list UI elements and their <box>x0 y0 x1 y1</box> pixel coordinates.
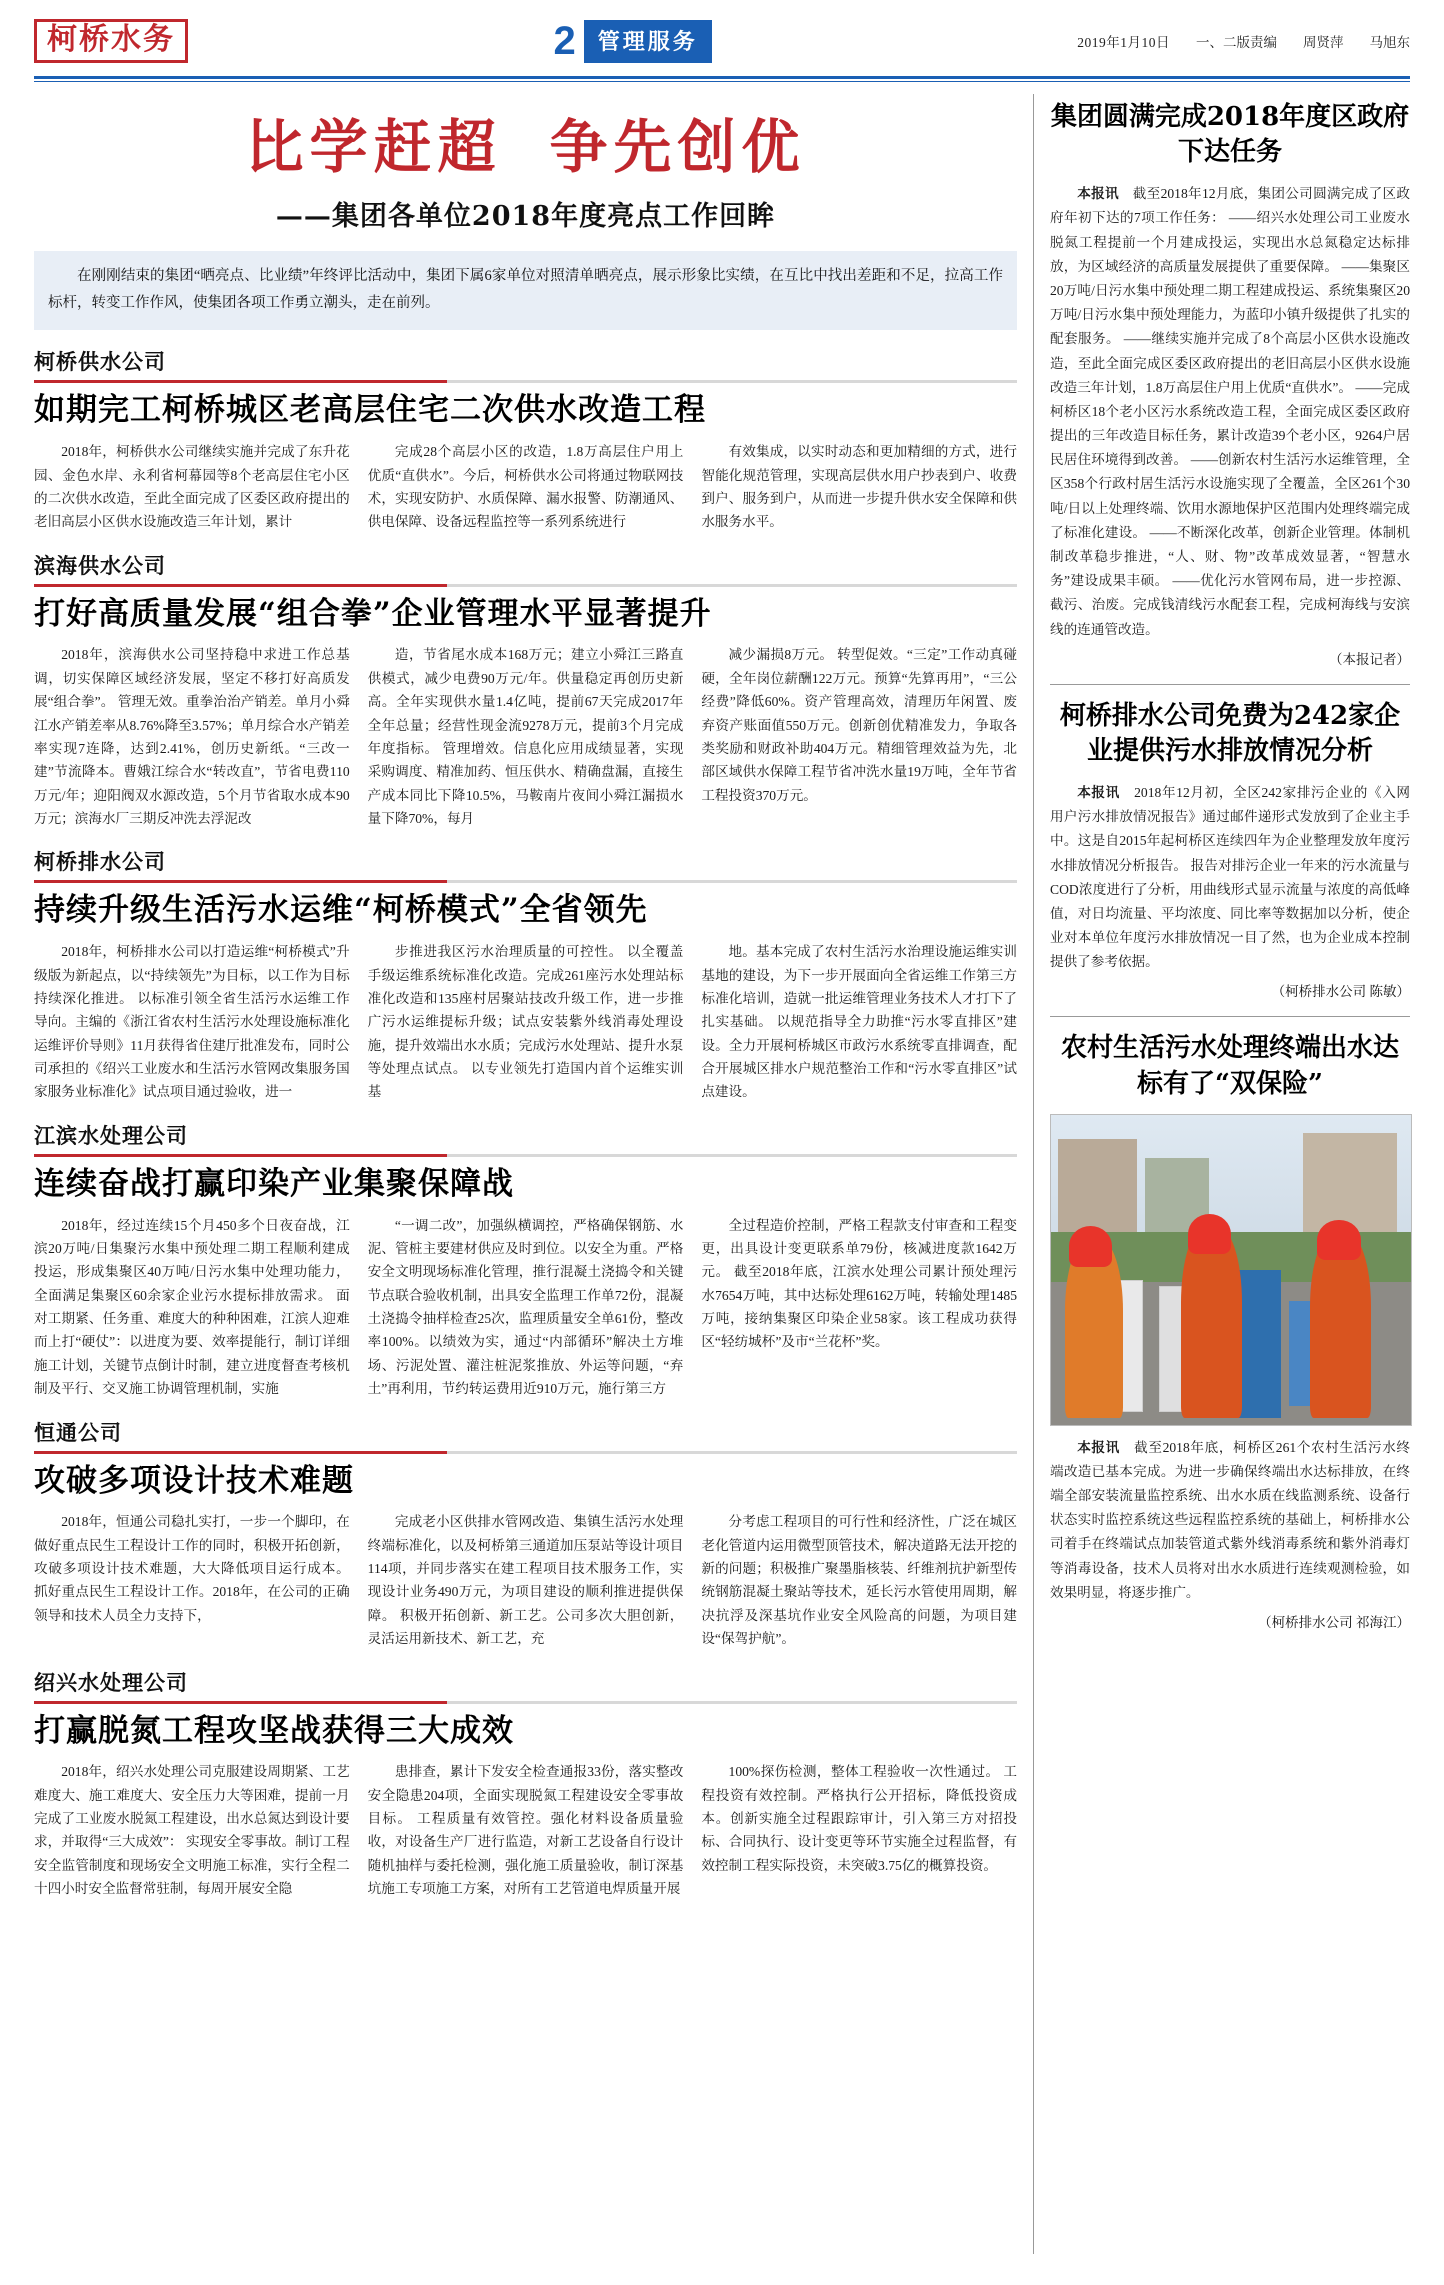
sidebar-article-title: 柯桥排水公司免费为242家企业提供污水排放情况分析 <box>1059 700 1401 766</box>
paragraph: 100%探伤检测，整体工程验收一次性通过。 工程投资有效控制。严格执行公开招标，降低投资成本。创新实施全过程跟踪审计，引入第三方对招投标、合同执行、设计变更等环节实施全过程监督，有效控制工程实际投资，未突破3.75亿的概算投资。 <box>701 1764 1018 1873</box>
sidebar-article-body <box>1050 781 1410 975</box>
paragraph: 2018年，绍兴水处理公司克服建设周期紧、工艺难度大、施工难度大、安全压力大等困难，提前一月完成了工业废水脱氮工程建设，出水总氮达到设计要求，并取得“三大成效”： 实现安全零事故。制订工程安全监管制度和现场安全文明施工标准，实行全程二十四小时安全监督常驻制，每周开展安全隐 <box>34 1764 350 1897</box>
article-source: 本报讯 <box>1077 1439 1120 1455</box>
article-org: 江滨水处理公司 <box>34 1122 188 1148</box>
article-org: 滨海供水公司 <box>34 552 166 578</box>
article-column-1 <box>34 940 350 1104</box>
article-text: 2018年12月初，全区242家排污企业的《入网用户污水排放情况报告》通过邮件递形式发放到了企业主手中。这是自2015年起柯桥区连续四年为企业整理发放年度污水排放情况分析报告。 报告对排污企业一年来的污水流量与COD浓度进行了分析，用曲线形式显示流量与浓度的高低峰值，对日均流量、平均浓度、同比率等数据加以分析，使企业对本单位年度污水排放情况一目了然，也为企业成本控制提供了参考依据。 <box>1050 784 1411 970</box>
paragraph: 完成28个高层小区的改造，1.8万高层住户用上优质“直供水”。今后，柯桥供水公司将通过物联网技术，实现安防护、水质保障、漏水报警、防潮通风、供电保障、设备远程监控等一系列系统进行 <box>367 444 684 530</box>
paragraph: 步推进我区污水治理质量的可控性。 以全覆盖手级运维系统标准化改造。完成261座污水处理站标准化改造和135座村居聚站技改升级工作，进一步推广污水运维提标升级；试点安装紫外线消毒处理设施，提升效端出水水质；完成污水处理站、提升水泵等处理点试点。 以专业领先打造国内首个运维实训基 <box>367 944 684 1100</box>
article-bhgs <box>34 550 1017 831</box>
masthead <box>34 0 1410 72</box>
article-byline: （柯桥排水公司 陈敏） <box>1271 984 1410 1000</box>
org-rule <box>34 1154 1017 1157</box>
article-column-3 <box>701 940 1017 1104</box>
article-htgs <box>34 1417 1017 1651</box>
paragraph: 2018年，柯桥供水公司继续实施并完成了东升花园、金色水岸、永利省柯幕园等8个老高层住宅小区的二次供水改造，至此全面完成了区委区政府提出的老旧高层小区供水设施改造三年计划，累计 <box>34 444 350 530</box>
sidebar-divider <box>1050 1016 1410 1017</box>
sidebar-article-title: 集团圆满完成2018年度区政府下达任务 <box>1050 102 1410 168</box>
article-column-1 <box>34 1510 350 1650</box>
article-column-3 <box>701 643 1017 830</box>
lead-paragraph: 在刚刚结束的集团“晒亮点、比业绩”年终评比活动中，集团下属6家单位对照清单晒亮点，展示形象比实绩，在互比中找出差距和不足，拉高工作标杆，转变工作作风，使集团各项工作勇立潮头，走在前列。 <box>34 251 1017 331</box>
page-number: 2 <box>553 19 576 63</box>
article-column-2 <box>368 440 684 534</box>
article-byline: （本报记者） <box>1329 651 1410 667</box>
article-org: 绍兴水处理公司 <box>34 1669 188 1695</box>
article-body <box>34 440 1017 534</box>
article-org: 柯桥供水公司 <box>34 349 166 375</box>
page-content <box>34 94 1410 2254</box>
headline-part-1: 比学赶超 <box>245 113 502 181</box>
article-title: 打好高质量发展“组合拳”企业管理水平显著提升 <box>34 595 712 632</box>
article-column-3 <box>701 1760 1017 1900</box>
article-column-3 <box>701 1214 1017 1401</box>
paragraph: 全过程造价控制，严格工程款支付审查和工程变更，出具设计变更联系单79份，核减进度款1642万元。 截至2018年底，江滨水处理公司累计预处理污水7654万吨，其中达标处理6162万吨，转输处理1485万吨，接纳集聚区印染企业58家。该工程成功获得区“轻纺城杯”及市“兰花杯”奖。 <box>701 1217 1018 1350</box>
org-rule <box>34 1701 1017 1704</box>
editors-label: 一、二版责编 <box>1196 35 1277 50</box>
org-rule <box>34 1451 1017 1454</box>
article-jbscl <box>34 1120 1017 1401</box>
article-org: 柯桥排水公司 <box>34 849 166 875</box>
sidebar-column <box>1034 94 1410 2254</box>
paragraph: 造，节省尾水成本168万元；建立小舜江三路直供模式，减少电费90万元/年。供量稳定再创历史新高。全年实现供水量1.4亿吨，提前67天完成2017年全年总量；经营性现金流9278万元，提前3个月完成年度指标。 管理增效。信息化应用成绩显著，实现采购调度、精准加药、恒压供水、精确盘漏，直接生产成本同比下降10.5%，马鞍南片夜间小舜江漏损水量下降70%，每月 <box>367 647 684 827</box>
photo-worker <box>1310 1232 1371 1418</box>
masthead-rule-thin <box>34 81 1410 82</box>
article-title: 连续奋战打赢印染产业集聚保障战 <box>34 1165 514 1202</box>
sidebar-article-3 <box>1050 1031 1410 1631</box>
editor-name-2: 马旭东 <box>1369 35 1410 50</box>
news-photo <box>1050 1114 1412 1426</box>
paragraph: 完成老小区供排水管网改造、集镇生活污水处理终端标准化，以及柯桥第三通道加压泵站等设计项目114项，并同步落实在建工程项目技术服务工作，实现设计业务490万元，为项目建设的顺利推进提供保障。 积极开拓创新、新工艺。公司多次大胆创新，灵活运用新技术、新工艺，充 <box>367 1514 684 1647</box>
article-title: 打赢脱氮工程攻坚战获得三大成效 <box>34 1712 514 1749</box>
photo-helmet <box>1069 1226 1112 1266</box>
photo-worker <box>1181 1226 1242 1418</box>
article-column-1 <box>34 440 350 534</box>
paragraph: 2018年，经过连续15个月450多个日夜奋战，江滨20万吨/日集聚污水集中预处理二期工程顺利建成投运，形成集聚区40万吨/日污水集中处理功能力，全面满足集聚区60余家企业污水提标排放需求。 面对工期紧、任务重、难度大的种种困难，江滨人迎难而上打“硬仗”：以进度为要、效率提能行，制订详细施工计划，关键节点倒计时制，建立进度督查考核机制及平行、交叉施工协调管理机制，实施 <box>34 1217 350 1397</box>
article-column-3 <box>701 440 1017 534</box>
paragraph: 有效集成，以实时动态和更加精细的方式，进行智能化规范管理，实现高层供水用户抄表到户、收费到户、服务到户，从而进一步提升供水安全保障和供水服务水平。 <box>701 444 1018 530</box>
article-column-2 <box>368 643 684 830</box>
article-column-2 <box>368 1510 684 1650</box>
issue-date: 2019年1月10日 <box>1077 35 1170 50</box>
article-sxscl <box>34 1667 1017 1901</box>
paragraph: 2018年，柯桥排水公司以打造运维“柯桥模式”升级版为新起点，以“持续领先”为目标，以工作为目标持续深化推进。 以标准引领全省生活污水运维工作导向。主编的《浙江省农村生活污水处理设施标准化运维评价导则》11月获得省住建厅批准发布，同时公司承担的《绍兴工业废水和生活污水管网改集服务国家服务业标准化》试点项目通过验收，进一 <box>34 944 350 1100</box>
article-column-2 <box>368 1760 684 1900</box>
article-text: 截至2018年底，柯桥区261个农村生活污水终端改造已基本完成。为进一步确保终端出水达标排放，在终端全部安装流量监控系统、出水水质在线监测系统、设备行状态实时监控系统这些远程监控系统的基础上，柯桥排水公司着手在终端试点加装管道式紫外线消毒系统和紫外消毒灯等消毒设备，技术人员将对出水水质进行连续观测检验，如效果明显，将逐步推广。 <box>1050 1439 1411 1600</box>
sidebar-article-body <box>1050 182 1410 642</box>
org-rule <box>34 380 1017 383</box>
article-column-1 <box>34 1214 350 1401</box>
article-column-3 <box>701 1510 1017 1650</box>
article-column-2 <box>368 1214 684 1401</box>
sidebar-article-title: 农村生活污水处理终端出水达标有了“双保险” <box>1060 1033 1399 1099</box>
paragraph: 减少漏损8万元。 转型促效。“三定”工作动真碰硬，全年岗位薪酬122万元。预算“先算再用”，“三公经费”降低60%。资产管理高效，清理历年闲置、废弃资产账面值550万元。创新创优精准发力，争取各类奖励和财政补助404万元。精细管理效益为先，北部区域供水保障工程节省冲洗水量19万吨，全年节省工程投资370万元。 <box>701 647 1018 803</box>
article-text: 截至2018年12月底，集团公司圆满完成了区政府年初下达的7项工作任务： ——绍兴水处理公司工业废水脱氮工程提前一个月建成投运，实现出水总氮稳定达标排放，为区域经济的高质量发展提供了重要保障。 ——集聚区20万吨/日污水集中预处理二期工程建成投运、系统集聚区20万吨/日污水集中预处理能力，为蓝印小镇升级提供了扎实的配套服务。 ——继续实施并完成了8个高层小区供水设施改造，至此全面完成区委区政府提出的老旧高层小区供水设施改造三年计划，1.8万高层住户用上优质“直供水”。 ——完成柯桥区18个老小区污水系统改造工程，全面完成区委区政府提出的三年改造目标任务，累计改造39个老小区，9264户居民居住环境得到改善。 ——创新农村生活污水运维管理，全区358个行政村居生活污水设施实现了全覆盖，全区261个30吨/日以上处理终端、饮用水源地保护区范围内处理终端完成了标准化建设。 ——不断深化改革，创新企业管理。体制机制改革稳步推进，“人、财、物”改革成效显著，“智慧水务”建设成果丰硕。 ——优化污水管网布局，进一步控源、截污、治废。完成钱清线污水配套工程，完成柯海线与安滨线的连通管改造。 <box>1050 186 1411 637</box>
paragraph: 患排查，累计下发安全检查通报33份，落实整改安全隐患204项，全面实现脱氮工程建设安全零事故目标。 工程质量有效管控。强化材料设备质量验收，对设备生产厂进行监造，对新工艺设备自行设计随机抽样与委托检测，强化施工质量验收，制订深基坑施工专项施工方案，对所有工艺管道电焊质量开展 <box>367 1764 684 1897</box>
sidebar-article-1 <box>1050 100 1410 668</box>
article-column-1 <box>34 643 350 830</box>
article-body <box>34 643 1017 830</box>
article-source: 本报讯 <box>1077 784 1120 800</box>
sidebar-divider <box>1050 684 1410 685</box>
section-name: 管理服务 <box>584 20 712 63</box>
article-body <box>34 1760 1017 1900</box>
article-title: 持续升级生活污水运维“柯桥模式”全省领先 <box>34 892 648 929</box>
sidebar-article-2 <box>1050 699 1410 1001</box>
article-source: 本报讯 <box>1077 186 1119 202</box>
article-body <box>34 940 1017 1104</box>
article-body <box>34 1510 1017 1650</box>
editor-name-1: 周贤萍 <box>1303 35 1344 50</box>
photo-helmet <box>1317 1220 1360 1260</box>
article-kqgs <box>34 346 1017 533</box>
main-column <box>34 94 1034 2254</box>
sidebar-article-body <box>1050 1436 1410 1605</box>
photo-equipment <box>1238 1270 1281 1419</box>
article-body <box>34 1214 1017 1401</box>
article-column-2 <box>368 940 684 1104</box>
headline-part-2: 争先创优 <box>549 113 806 181</box>
masthead-rule <box>34 76 1410 79</box>
publication-logo: 柯桥水务 <box>34 19 188 63</box>
article-byline: （柯桥排水公司 祁海江） <box>1258 1614 1410 1630</box>
masthead-meta <box>1077 31 1410 51</box>
page-subheadline: ——集团各单位2018年度亮点工作回眸 <box>275 200 776 232</box>
article-column-1 <box>34 1760 350 1900</box>
paragraph: 分考虑工程项目的可行性和经济性，广泛在城区老化管道内运用微型顶管技术，解决道路无法开挖的新的问题；积极推广聚墨脂核装、纤维剂抗护新型传统钢筋混凝土聚站等技术，延长污水管使用周期，解决抗浮及深基坑作业安全风险高的问题，为项目建设“保驾护航”。 <box>701 1514 1018 1647</box>
article-title: 如期完工柯桥城区老高层住宅二次供水改造工程 <box>34 392 706 429</box>
paragraph: 2018年，滨海供水公司坚持稳中求进工作总基调，切实保障区域经济发展，坚定不移打好高质发展“组合拳”。 管理无效。重拳治治产销差。单月小舜江水产销差率从8.76%降至3.57%；单月综合水产销差率实现7连降，达到2.41%，创历史新纸。“三改一建”节流降本。曹娥江综合水“转改直”，节省电费110万元/年；迎阳阀双水源改造，5个月节省取水成本90万元；滨海水厂三期反冲洗去浮泥改 <box>34 647 350 827</box>
article-kqps <box>34 846 1017 1103</box>
page-headline <box>34 113 1017 181</box>
paragraph: “一调二改”，加强纵横调控，严格确保钢筋、水泥、管桩主要建材供应及时到位。以安全为重。严格安全文明现场标准化管理，推行混凝土浇捣令和关键节点联合验收机制，出具安全监理工作单72份，混凝土浇捣令抽样检查25次，监理质量安全单61份，整改率100%。以绩效为实，通过“内部循环”解决土方堆场、污泥处置、灌注桩泥浆推放、外运等问题，“弃土”再利用，节约转运费用近910万元，施行第三方 <box>367 1217 684 1397</box>
section-marker <box>188 20 1077 63</box>
article-title: 攻破多项设计技术难题 <box>34 1462 354 1499</box>
org-rule <box>34 584 1017 587</box>
article-org: 恒通公司 <box>34 1419 122 1445</box>
paragraph: 2018年，恒通公司稳扎实打，一步一个脚印，在做好重点民生工程设计工作的同时，积极开拓创新，攻破多项设计技术难题，大大降低项目运行成本。 抓好重点民生工程设计工作。2018年，在公司的正确领导和技术人员全力支持下， <box>34 1514 350 1623</box>
photo-helmet <box>1188 1214 1231 1254</box>
org-rule <box>34 880 1017 883</box>
paragraph: 地。基本完成了农村生活污水治理设施运维实训基地的建设，为下一步开展面向全省运维工作第三方标准化培训，造就一批运维管理业务技术人才打下了扎实基础。 以规范指导全力助推“污水零直排区”建设。全力开展柯桥城区市政污水系统零直排调查，配合开展城区排水户规范整治工作和“污水零直排区”试点建设。 <box>701 944 1018 1100</box>
